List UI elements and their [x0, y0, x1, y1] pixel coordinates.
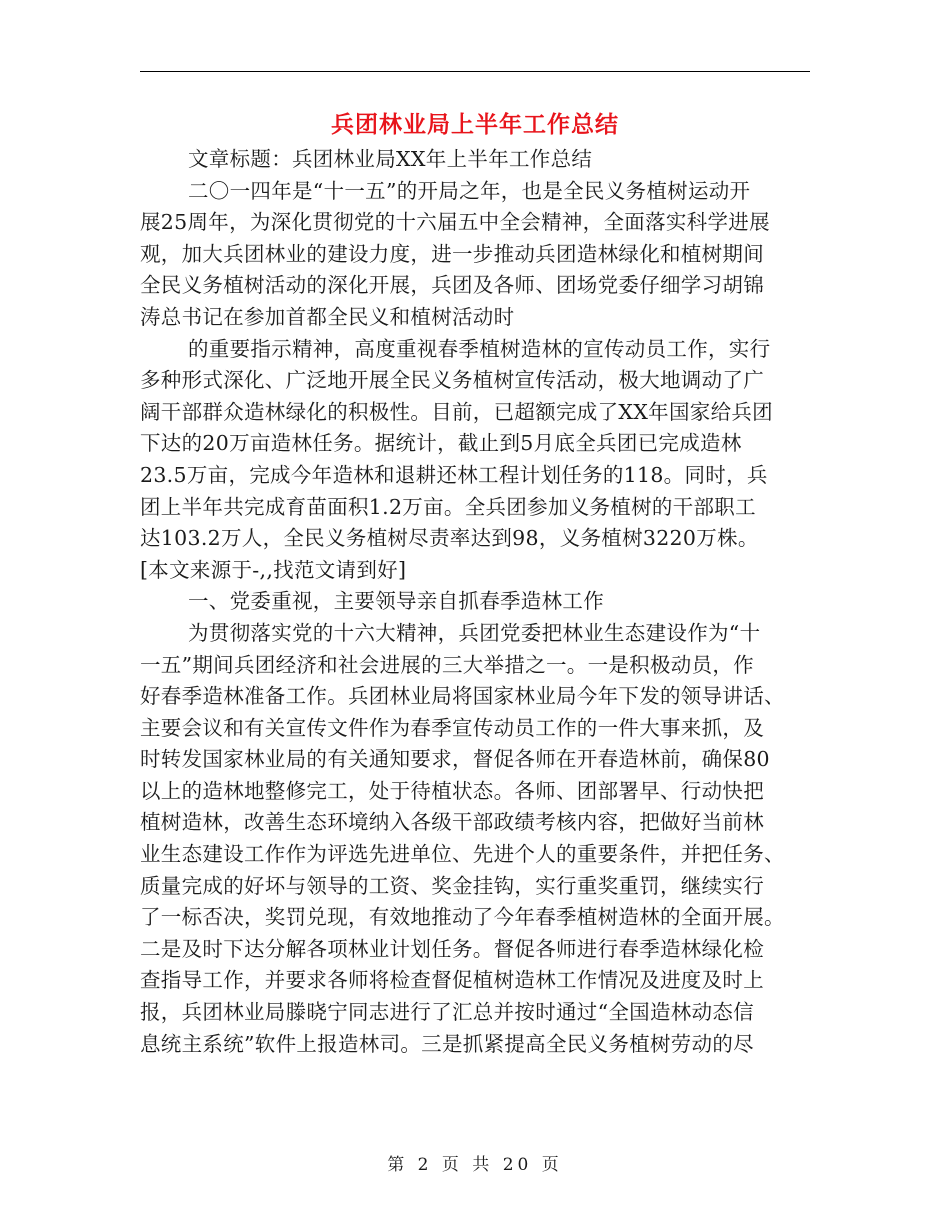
text-line: 以上的造林地整修完工，处于待植状态。各师、团部署早、行动快把: [140, 778, 764, 803]
text-line: 一、党委重视，主要领导亲自抓春季造林工作: [188, 589, 604, 614]
text-line: 23.5万亩，完成今年造林和退耕还林工程计划任务的118。同时，兵: [140, 462, 768, 487]
text-line: 团上半年共完成育苗面积1.2万亩。全兵团参加义务植树的干部职工: [140, 494, 756, 519]
header-rule: [140, 71, 810, 72]
document-body: [140, 144, 812, 1060]
text-line: 报，兵团林业局滕晓宁同志进行了汇总并按时通过“全国造林动态信: [140, 1000, 754, 1025]
text-line: 业生态建设工作作为评选先进单位、先进个人的重要条件，并把任务、: [140, 842, 785, 867]
text-line: 一五”期间兵团经济和社会进展的三大举措之一。一是积极动员，作: [140, 652, 754, 677]
text-line: 观，加大兵团林业的建设力度，进一步推动兵团造林绿化和植树期间: [140, 241, 764, 266]
text-line: 息统主系统”软件上报造林司。三是抓紧提高全民义务植树劳动的尽: [140, 1031, 754, 1056]
text-line: 时转发国家林业局的有关通知要求，督促各师在开春造林前，确保80: [140, 747, 770, 772]
text-line: 植树造林，改善生态环境纳入各级干部政绩考核内容，把做好当前林: [140, 810, 764, 835]
text-line: 达103.2万人，全民义务植树尽责率达到98，义务植树3220万株。: [140, 526, 759, 551]
text-line: 展25周年，为深化贯彻党的十六届五中全会精神，全面落实科学进展: [140, 210, 770, 235]
text-line: 查指导工作，并要求各师将检查督促植树造林工作情况及进度及时上: [140, 968, 764, 993]
text-line: 主要会议和有关宣传文件作为春季宣传动员工作的一件大事来抓，及: [140, 715, 764, 740]
page-number-footer: 第 2 页 共 20 页: [387, 1155, 563, 1175]
document-title: 兵团林业局上半年工作总结: [331, 111, 619, 138]
text-line: 阔干部群众造林绿化的积极性。目前，已超额完成了XX年国家给兵团: [140, 399, 773, 424]
text-line: 了一标否决，奖罚兑现，有效地推动了今年春季植树造林的全面开展。: [140, 905, 785, 930]
text-line: 质量完成的好坏与领导的工资、奖金挂钩，实行重奖重罚，继续实行: [140, 873, 764, 898]
text-line: 二是及时下达分解各项林业计划任务。督促各师进行春季造林绿化检: [140, 936, 764, 961]
text-line: 全民义务植树活动的深化开展，兵团及各师、团场党委仔细学习胡锦: [140, 273, 764, 298]
text-line: 二〇一四年是“十一五”的开局之年，也是全民义务植树运动开: [188, 178, 751, 203]
text-line: 下达的20万亩造林任务。据统计，截止到5月底全兵团已完成造林: [140, 431, 742, 456]
text-line: 为贯彻落实党的十六大精神，兵团党委把林业生态建设作为“十: [188, 620, 761, 645]
text-line: 涛总书记在参加首都全民义和植树活动时: [140, 304, 515, 329]
text-line: 好春季造林准备工作。兵团林业局将国家林业局今年下发的领导讲话、: [140, 684, 785, 709]
text-line: 多种形式深化、广泛地开展全民义务植树宣传活动，极大地调动了广: [140, 368, 764, 393]
text-line: 文章标题：兵团林业局XX年上半年工作总结: [188, 147, 593, 171]
text-line: 的重要指示精神，高度重视春季植树造林的宣传动员工作，实行: [188, 336, 771, 361]
text-line: [本文来源于-,,找范文请到好]: [140, 557, 407, 582]
